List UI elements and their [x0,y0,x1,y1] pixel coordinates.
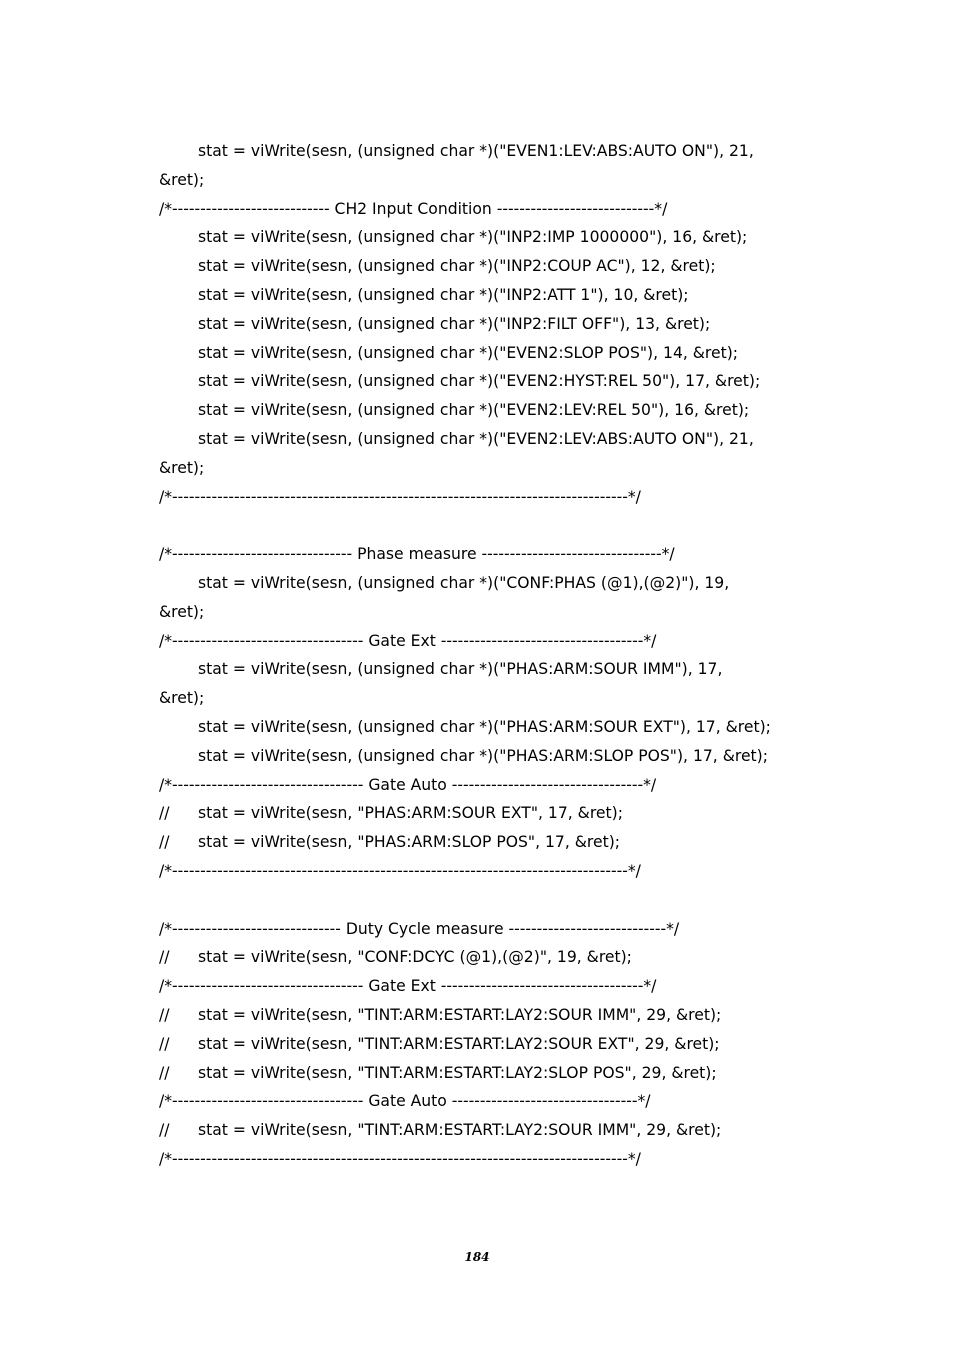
commented-code-line [159,1030,819,1059]
code-text: stat = viWrite(sesn, "TINT:ARM:ESTART:LAY2:SOUR IMM", 29, &ret); [198,1121,722,1140]
code-line: stat = viWrite(sesn, (unsigned char *)("EVEN2:LEV:ABS:AUTO ON"), 21, [198,429,754,448]
code-line: stat = viWrite(sesn, (unsigned char *)("INP2:FILT OFF"), 13, &ret); [198,314,711,333]
code-line-unindented: /*---------------------------------------------------------------------------------*/ [159,861,641,880]
code-line: stat = viWrite(sesn, (unsigned char *)("EVEN2:HYST:REL 50"), 17, &ret); [198,372,761,391]
code-line: stat = viWrite(sesn, (unsigned char *)("EVEN1:LEV:ABS:AUTO ON"), 21, [198,142,754,160]
code-line-unindented: /*---------------------------- CH2 Input Condition ----------------------------*/ [159,199,668,218]
comment-marker: // [159,1063,170,1082]
code-line: stat = viWrite(sesn, (unsigned char *)("CONF:PHAS (@1),(@2)"), 19, [198,573,730,592]
code-line-unindented: /*---------------------------------- Gate Auto ---------------------------------*/ [159,1092,651,1111]
code-line: stat = viWrite(sesn, (unsigned char *)("INP2:IMP 1000000"), 16, &ret); [198,228,748,247]
comment-marker: // [159,948,170,967]
code-line-unindented: /*---------------------------------- Gate Ext ------------------------------------*/ [159,977,657,996]
code-line-unindented: /*---------------------------------------------------------------------------------*/ [159,487,641,506]
code-line-unindented: /*---------------------------------- Gate Ext ------------------------------------*/ [159,631,657,650]
code-line: stat = viWrite(sesn, (unsigned char *)("EVEN2:LEV:REL 50"), 16, &ret); [198,401,750,420]
code-line-unindented: &ret); [159,458,205,477]
code-text: stat = viWrite(sesn, "TINT:ARM:ESTART:LAY2:SOUR EXT", 29, &ret); [198,1034,720,1053]
commented-code-line [159,799,819,828]
code-text: stat = viWrite(sesn, "PHAS:ARM:SLOP POS", 17, &ret); [198,833,621,852]
commented-code-line [159,1059,819,1088]
code-line: stat = viWrite(sesn, (unsigned char *)("EVEN2:SLOP POS"), 14, &ret); [198,343,739,362]
code-text: stat = viWrite(sesn, "PHAS:ARM:SOUR EXT", 17, &ret); [198,804,623,823]
code-line-unindented: /*---------------------------------------------------------------------------------*/ [159,1149,641,1168]
code-line: stat = viWrite(sesn, (unsigned char *)("INP2:ATT 1"), 10, &ret); [198,285,689,304]
comment-marker: // [159,1034,170,1053]
comment-marker: // [159,1005,170,1024]
code-line-unindented: /*------------------------------ Duty Cycle measure ----------------------------*/ [159,919,680,938]
comment-marker: // [159,804,170,823]
code-listing [159,137,819,1174]
commented-code-line [159,828,819,857]
blank-line [159,511,819,540]
comment-marker: // [159,1121,170,1140]
code-line-unindented: /*-------------------------------- Phase measure --------------------------------*/ [159,545,675,564]
code-text: stat = viWrite(sesn, "CONF:DCYC (@1),(@2)", 19, &ret); [198,948,632,967]
code-line-unindented: &ret); [159,689,205,708]
code-text: stat = viWrite(sesn, "TINT:ARM:ESTART:LAY2:SOUR IMM", 29, &ret); [198,1005,722,1024]
code-text: stat = viWrite(sesn, "TINT:ARM:ESTART:LAY2:SLOP POS", 29, &ret); [198,1063,717,1082]
code-line: stat = viWrite(sesn, (unsigned char *)("INP2:COUP AC"), 12, &ret); [198,257,716,276]
page-number: 184 [464,1250,490,1264]
commented-code-line [159,1116,819,1145]
code-line-unindented: &ret); [159,170,205,189]
code-line-unindented: /*---------------------------------- Gate Auto ----------------------------------*/ [159,775,657,794]
blank-line [159,886,819,915]
code-line: stat = viWrite(sesn, (unsigned char *)("PHAS:ARM:SOUR IMM"), 17, [198,660,723,679]
code-line: stat = viWrite(sesn, (unsigned char *)("PHAS:ARM:SOUR EXT"), 17, &ret); [198,717,771,736]
commented-code-line [159,943,819,972]
code-line: stat = viWrite(sesn, (unsigned char *)("PHAS:ARM:SLOP POS"), 17, &ret); [198,746,768,765]
commented-code-line [159,1001,819,1030]
comment-marker: // [159,833,170,852]
code-line-unindented: &ret); [159,602,205,621]
